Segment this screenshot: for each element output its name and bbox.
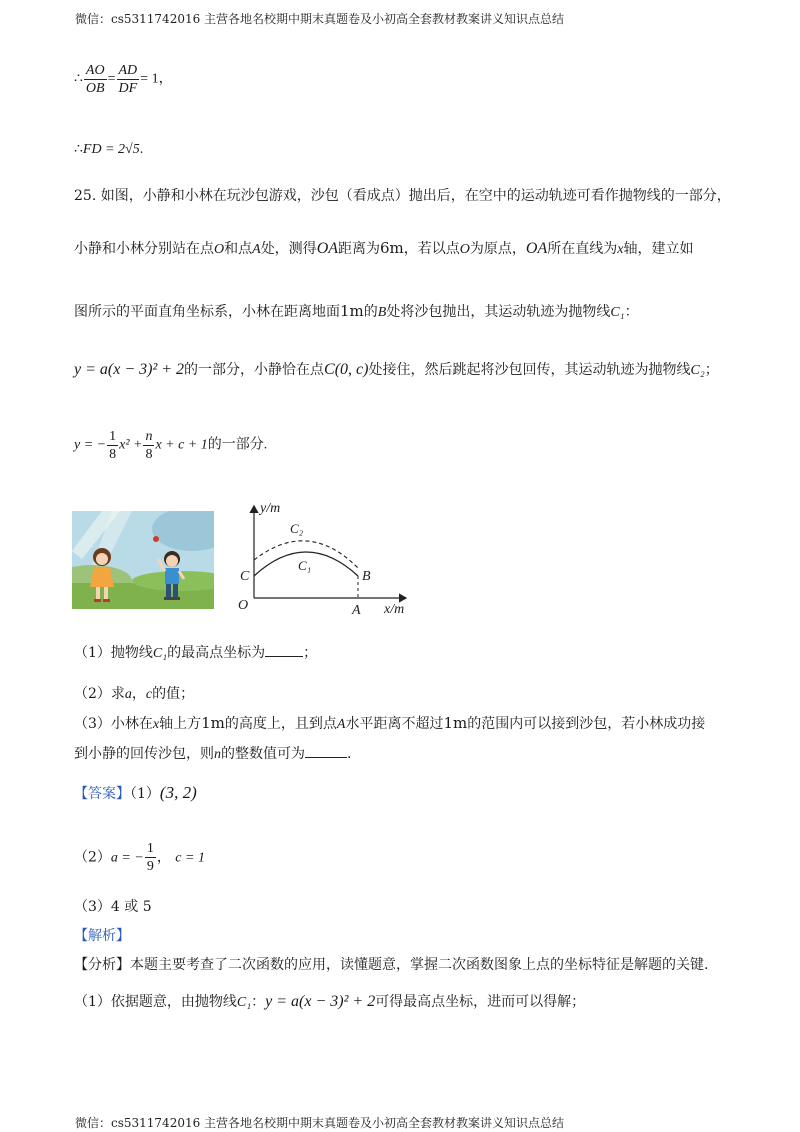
children-illustration: [72, 511, 214, 609]
subquestion-3-line-1: （3）小林在x轴上方1m的高度上，且到点A水平距离不超过1m的范围内可以接到沙包，若小林成功接: [74, 714, 706, 732]
question-line-2: 小静和小林分别站在点O和点A处，测得OA距离为6m，若以点O为原点，OA所在直线为x轴，建立如: [74, 239, 694, 257]
coordinate-graph: [226, 498, 426, 618]
answer-line-3: （3）4 或 5: [74, 899, 152, 915]
page-footer: 微信：cs5311742016 主营各地名校期中期末真题卷及小初高全套教材教案讲义知识点总结: [75, 1116, 565, 1130]
subquestion-1: （1）抛物线C₁的最高点坐标为 ；: [74, 645, 318, 661]
analysis-summary: 【分析】本题主要考查了二次函数的应用，读懂题意，掌握二次函数图象上点的坐标特征是解题的关键.: [74, 957, 709, 973]
answer-blank-1: [265, 644, 303, 657]
question-line-3: 图所示的平面直角坐标系，小林在距离地面1m的B处将沙包抛出，其运动轨迹为抛物线C₁：: [74, 302, 639, 320]
x-axis-label: x/m: [384, 602, 405, 617]
question-line-5: y = − $\frac{1}{8}$ x² + $\frac{n}{8}$ x + c + 1的一部分.: [74, 429, 268, 462]
c1-label: C₁: [298, 558, 312, 573]
question-line-1: 25. 如图，小静和小林在玩沙包游戏，沙包（看成点）抛出后，在空中的运动轨迹可看作抛物线的一部分，: [74, 188, 731, 204]
analysis-step-1: （1）依据题意，由抛物线C₁：y = a(x − 3)² + 2可得最高点坐标，进而可以得解；: [74, 993, 586, 1010]
sandbag: [153, 536, 159, 542]
subquestion-3-line-2: 到小静的回传沙包，则n的整数值可为 .: [74, 746, 352, 762]
origin-label: O: [238, 598, 249, 613]
y-axis-label: y/m: [260, 501, 281, 516]
equation-ratio: ∴ $\frac{AO}{OB}$ = $\frac{AD}{DF}$ = 1，: [74, 63, 173, 96]
answer-tag: 【答案】: [74, 786, 130, 802]
equation-fd: ∴FD = 2√5.: [74, 142, 144, 157]
question-line-4: y = a(x − 3)² + 2的一部分，小静恰在点C(0, c)处接住，然后跳起将沙包回传，其运动轨迹为抛物线C₂；: [74, 361, 719, 378]
answer-blank-3: [305, 745, 347, 758]
c2-label: C₂: [290, 521, 304, 536]
page-header: 微信：cs5311742016 主营各地名校期中期末真题卷及小初高全套教材教案讲义知识点总结: [75, 12, 565, 26]
point-b-label: B: [362, 569, 371, 584]
subquestion-2: （2）求a，c的值；: [74, 686, 195, 702]
analysis-tag: 【解析】: [74, 928, 130, 944]
point-c-label: C: [240, 569, 250, 584]
point-a-label: A: [352, 603, 361, 618]
answer-line-2: （2）a = − $\frac{1}{9}$ ， c = 1: [74, 841, 205, 874]
answer-line-1: 【答案】（1）(3, 2): [74, 783, 197, 802]
